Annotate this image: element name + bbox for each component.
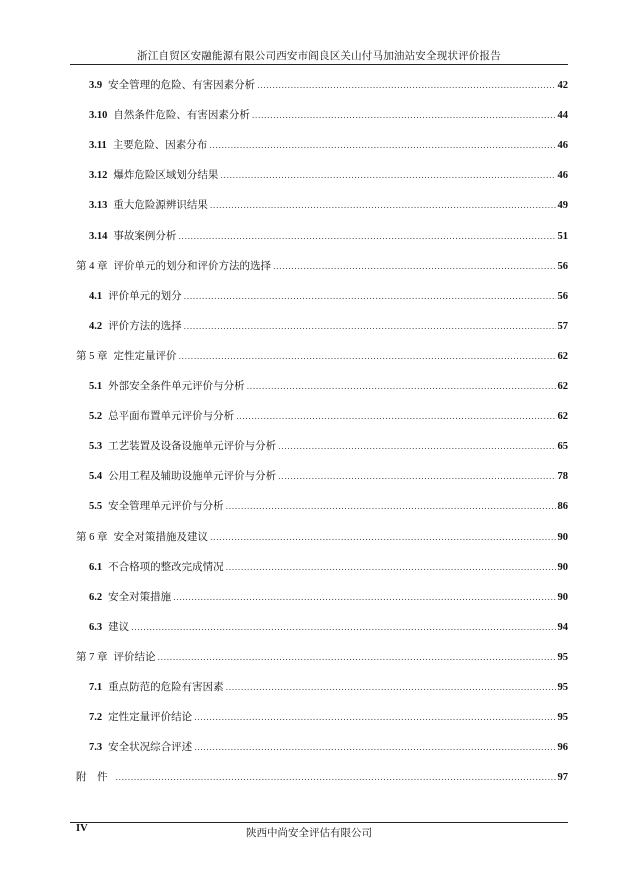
- toc-entry-title: 评价单元的划分和评价方法的选择: [113, 259, 271, 272]
- toc-entry-number: 5.4: [89, 471, 103, 483]
- toc-entry-title: 爆炸危险区域划分结果: [113, 169, 219, 182]
- toc-entry-number: 7.3: [89, 742, 103, 754]
- toc-leader-dots: [210, 199, 556, 211]
- toc-entry-title: 外部安全条件单元评价与分析: [108, 380, 245, 392]
- toc-entry-page: 95: [557, 651, 568, 663]
- toc-leader-dots: [179, 350, 556, 362]
- toc-leader-dots: [194, 711, 555, 723]
- toc-entry-number: 7.2: [89, 712, 103, 724]
- toc-entry-number: 3.14: [89, 230, 108, 242]
- toc-leader-dots: [178, 230, 555, 242]
- toc-leader-dots: [220, 169, 555, 181]
- toc-entry-page: 97: [557, 772, 568, 784]
- toc-entry-title: 评价方法的选择: [108, 319, 182, 332]
- toc-entry[interactable]: [89, 438, 568, 454]
- toc-entry-number: 6.3: [89, 621, 103, 633]
- toc-entry-number: 第 5 章: [76, 350, 108, 362]
- toc-entry-number: 3.10: [89, 110, 108, 122]
- toc-entry-title: 评价结论: [113, 650, 156, 663]
- toc-entry-page: 90: [557, 591, 568, 603]
- toc-entry-title: 重大危险源辨识结果: [113, 199, 208, 212]
- toc-entry-number: 7.1: [89, 682, 103, 693]
- toc-entry[interactable]: [89, 137, 568, 153]
- toc-entry-number: 6.2: [89, 591, 103, 603]
- toc-entry[interactable]: [89, 408, 568, 424]
- toc-entry-title: 主要危险、因素分布: [112, 139, 208, 152]
- toc-entry[interactable]: [89, 197, 568, 213]
- toc-entry-page: 94: [557, 621, 568, 633]
- toc-entry[interactable]: [89, 107, 568, 123]
- toc-entry-title: 安全管理的危险、有害因素分析: [108, 79, 256, 91]
- toc-leader-dots: [252, 109, 556, 121]
- toc-entry-page: 90: [557, 531, 568, 543]
- toc-entry-title: 定性定量评价: [113, 349, 177, 362]
- toc-entry-number: 第 4 章: [76, 260, 108, 272]
- toc-leader-dots: [226, 561, 556, 573]
- toc-entry-title: 安全对策措施及建议: [113, 530, 208, 543]
- toc-entry-page: 95: [557, 682, 568, 693]
- toc-entry-title: 不合格项的整改完成情况: [108, 560, 224, 573]
- toc-entry-number: 3.13: [89, 200, 108, 212]
- toc-entry-title: 工艺装置及设备设施单元评价与分析: [108, 440, 277, 453]
- toc-entry-number: 5.2: [89, 411, 103, 423]
- toc-entry-page: 46: [557, 170, 568, 182]
- toc-leader-dots: [273, 260, 556, 272]
- toc-entry-page: 56: [557, 290, 568, 302]
- toc-leader-dots: [131, 621, 555, 633]
- toc-entry[interactable]: [89, 679, 568, 695]
- toc-entry-page: 78: [557, 471, 568, 483]
- toc-entry-page: 62: [557, 411, 568, 423]
- toc-entry[interactable]: [89, 559, 568, 575]
- toc-entry-page: 86: [557, 501, 568, 513]
- toc-entry[interactable]: [76, 348, 568, 364]
- toc-entry[interactable]: [76, 769, 568, 785]
- toc-entry[interactable]: [76, 529, 568, 545]
- toc-leader-dots: [184, 290, 556, 302]
- toc-entry[interactable]: [76, 258, 568, 274]
- toc-entry[interactable]: [76, 649, 568, 665]
- toc-entry[interactable]: [89, 619, 568, 635]
- toc-entry-title: 重点防范的危险有害因素: [108, 681, 224, 693]
- toc-entry-page: 62: [557, 381, 568, 392]
- toc-entry-page: 42: [557, 80, 568, 91]
- footer-organization: 陕西中尚安全评估有限公司: [246, 827, 372, 839]
- toc-leader-dots: [247, 380, 556, 392]
- toc-entry-title: 安全对策措施: [108, 590, 172, 603]
- toc-entry[interactable]: [89, 589, 568, 605]
- toc-entry-page: 96: [557, 742, 568, 754]
- toc-entry-page: 95: [557, 712, 568, 724]
- toc-leader-dots: [184, 320, 556, 332]
- running-header: 浙江自贸区安融能源有限公司西安市阎良区关山付马加油站安全现状评价报告: [137, 50, 501, 62]
- toc-leader-dots: [173, 591, 555, 603]
- toc-entry[interactable]: [89, 739, 568, 755]
- toc-entry-title: 事故案例分析: [113, 229, 177, 242]
- toc-entry[interactable]: [89, 77, 568, 93]
- toc-entry-page: 49: [557, 200, 568, 212]
- toc-entry[interactable]: [89, 378, 568, 394]
- toc-entry-number: 3.11: [89, 140, 107, 152]
- toc-entry-title: 自然条件危险、有害因素分析: [113, 109, 250, 122]
- toc-entry-number: 4.1: [89, 290, 103, 302]
- toc-entry-title: 评价单元的划分: [108, 289, 182, 302]
- toc-entry[interactable]: [89, 228, 568, 244]
- toc-leader-dots: [116, 771, 556, 783]
- toc-leader-dots: [278, 470, 555, 482]
- footer-rule: [70, 822, 568, 823]
- toc-leader-dots: [226, 681, 556, 693]
- toc-entry-number: 6.1: [89, 561, 103, 573]
- toc-entry[interactable]: [89, 498, 568, 514]
- toc-entry-page: 56: [557, 260, 568, 272]
- toc-entry-page: 51: [557, 230, 568, 242]
- page-number: IV: [76, 823, 88, 834]
- toc-entry-number: 5.1: [89, 381, 103, 392]
- toc-leader-dots: [257, 79, 555, 91]
- toc-entry-title: 总平面布置单元评价与分析: [108, 410, 235, 423]
- toc-entry-page: 62: [557, 350, 568, 362]
- toc-entry-number: 5.5: [89, 501, 103, 513]
- toc-entry-number: 4.2: [89, 320, 103, 332]
- toc-leader-dots: [210, 531, 556, 543]
- toc-entry[interactable]: [89, 288, 568, 304]
- toc-entry[interactable]: [89, 709, 568, 725]
- toc-entry-page: 90: [557, 561, 568, 573]
- toc-entry-title: 安全状况综合评述: [108, 741, 193, 754]
- toc-entry[interactable]: [89, 318, 568, 334]
- header-rule: [70, 64, 568, 65]
- toc-leader-dots: [226, 500, 556, 512]
- toc-entry-number: 3.9: [89, 80, 103, 91]
- toc-leader-dots: [236, 410, 555, 422]
- toc-leader-dots: [278, 440, 555, 452]
- toc-entry[interactable]: [89, 468, 568, 484]
- toc-entry-title: 公用工程及辅助设施单元评价与分析: [108, 470, 277, 483]
- toc-entry[interactable]: [89, 167, 568, 183]
- toc-leader-dots: [209, 139, 555, 151]
- toc-entry-page: 57: [557, 320, 568, 332]
- toc-entry-title: 建议: [108, 620, 130, 633]
- toc-entry-page: 46: [557, 140, 568, 152]
- toc-entry-page: 44: [557, 110, 568, 122]
- toc-entry-title: 安全管理单元评价与分析: [108, 500, 224, 513]
- toc-entry-number: 5.3: [89, 441, 103, 453]
- toc-entry-number: 附 件: [76, 772, 108, 784]
- toc-entry-number: 第 6 章: [76, 531, 108, 543]
- toc-entry-page: 65: [557, 441, 568, 453]
- toc-entry-number: 3.12: [89, 170, 108, 182]
- toc-entry-title: 定性定量评价结论: [108, 711, 193, 724]
- toc-leader-dots: [158, 651, 556, 663]
- toc-entry-number: 第 7 章: [76, 651, 108, 663]
- toc-leader-dots: [194, 741, 555, 753]
